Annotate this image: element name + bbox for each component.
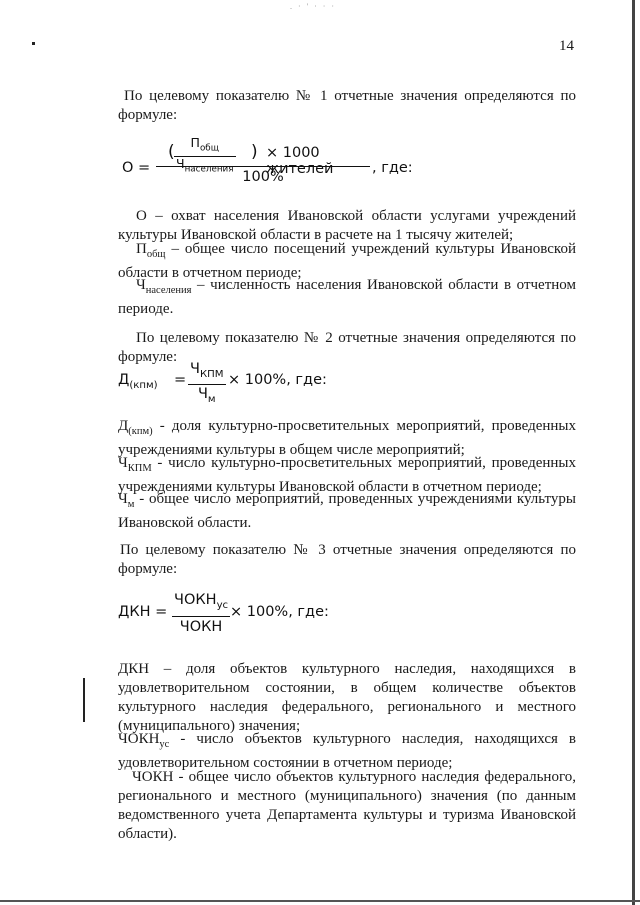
formula3-lhs: ДКН =	[118, 604, 168, 620]
formula2-lhs: $Д_{(кпм)}$	[118, 372, 158, 391]
indicator2-def-1: $Ч_{КПМ}$ - число культурно-просветительных мероприятий, проведенных учреждениями культуры Ивановской области в отчетном периоде;	[118, 455, 576, 495]
page-number: 14	[559, 38, 574, 54]
formula-1	[122, 136, 462, 192]
indicator3-def-2: ЧОКН - общее число объектов культурного наследия федерального, регионального и местного (муниципального) значения (по данным ведомственного учета Департамента культуры и туризма Ивановской области).	[118, 769, 576, 842]
formula3-fraction: $ЧОКН_{ус}$ ЧОКН	[172, 590, 230, 638]
scan-edge-right	[632, 0, 635, 905]
formula2-eq: =	[174, 372, 187, 388]
indicator1-def-2: $Ч_{населения}$ – численность населения Ивановской области в отчетном периоде.	[118, 277, 576, 317]
indicator2-def-2: $Ч_м$ - общее число мероприятий, проведенных учреждениями культуры Ивановской области.	[118, 491, 576, 531]
scan-dot-top-left	[32, 42, 35, 45]
indicator3-intro: По целевому показателю № 3 отчетные значения определяются по формуле:	[118, 542, 576, 577]
formula3-tail: × 100%, где:	[230, 604, 329, 620]
scan-line-left	[83, 678, 85, 722]
formula1-lhs: О =	[122, 160, 151, 176]
paren-close: )	[251, 142, 258, 162]
indicator1-def-0: О – охват населения Ивановской области услугами учреждений культуры Ивановской области в расчете на 1 тысячу жителей;	[118, 208, 576, 243]
indicator3-def-1: $ЧОКН_{ус}$ - число объектов культурного наследия, находящихся в удовлетворительном состоянии в отчетном периоде;	[118, 731, 576, 771]
formula-3	[118, 590, 358, 640]
formula1-tail: , где:	[372, 160, 413, 176]
indicator1-def-1: $П_{общ}$ – общее число посещений учреждений культуры Ивановской области в отчетном периоде;	[118, 241, 576, 281]
formula1-inner-fraction: $П_{общ}$ $Ч_{населения}$	[176, 135, 234, 174]
formula2-tail: × 100%, где:	[228, 372, 327, 388]
paren-open: (	[168, 142, 175, 162]
formula1-times: × 1000 жителей	[266, 145, 334, 177]
indicator3-def-0: ДКН – доля объектов культурного наследия, находящихся в удовлетворительном состоянии, в общем количестве объектов культурного наследия федерального, регионального и местного (муниципального) значения;	[118, 661, 576, 734]
indicator1-intro: По целевому показателю № 1 отчетные значения определяются по формуле:	[118, 88, 576, 123]
formula1-denominator: 100%	[242, 169, 284, 185]
indicator2-def-0: $Д_{(кпм)}$ - доля культурно-просветительных мероприятий, проведенных учреждениями культуры в общем числе мероприятий;	[118, 418, 576, 458]
indicator2-intro: По целевому показателю № 2 отчетные значения определяются по формуле:	[118, 330, 576, 365]
formula-2	[118, 360, 358, 404]
scan-edge-bottom	[0, 900, 640, 902]
top-smudge: . · ' · · ·	[290, 2, 337, 11]
formula2-fraction: $Ч_{КПМ}$ $Ч_м$	[188, 360, 226, 409]
